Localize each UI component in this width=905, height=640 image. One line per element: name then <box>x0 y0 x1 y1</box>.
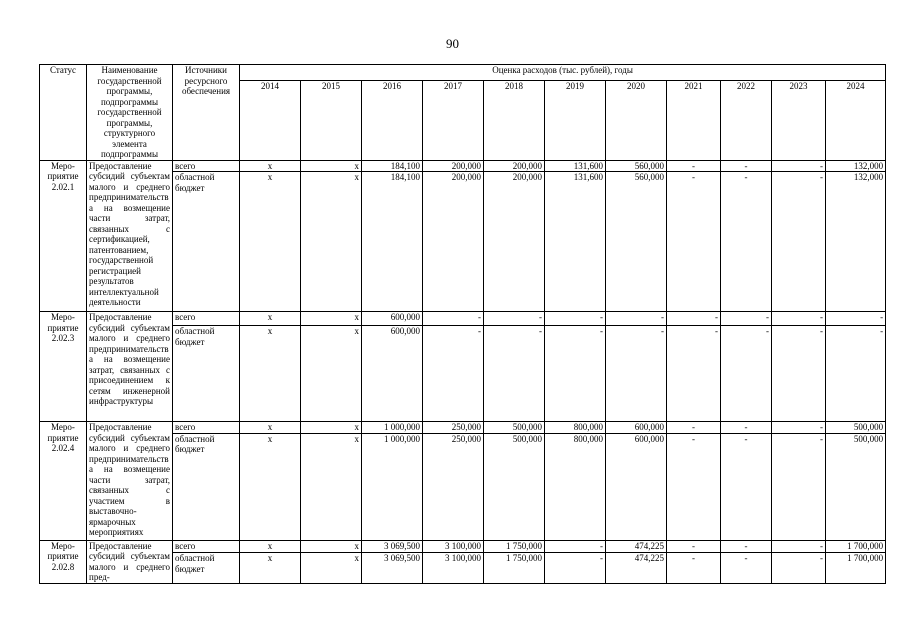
value-cell: - <box>484 326 545 422</box>
header-year: 2019 <box>545 81 606 160</box>
page-number: 90 <box>446 36 459 51</box>
value-cell: - <box>721 160 772 172</box>
value-cell: 600,000 <box>362 326 423 422</box>
value-cell: 1 750,000 <box>484 540 545 553</box>
value-cell: - <box>721 433 772 540</box>
value-cell: - <box>606 312 667 326</box>
source-label: областной бюджет <box>173 326 240 422</box>
value-cell: - <box>772 326 826 422</box>
value-cell: 200,000 <box>484 172 545 312</box>
value-cell: 600,000 <box>606 422 667 434</box>
value-cell: 800,000 <box>545 433 606 540</box>
measure-status: Меро-приятие 2.02.8 <box>40 540 87 583</box>
value-cell: - <box>606 326 667 422</box>
value-cell: - <box>667 540 721 553</box>
measure-status: Меро-приятие 2.02.3 <box>40 312 87 422</box>
measure-status: Меро-приятие 2.02.4 <box>40 422 87 541</box>
header-year: 2014 <box>240 81 301 160</box>
header-status: Статус <box>40 65 87 161</box>
value-cell: - <box>667 553 721 583</box>
value-cell: 500,000 <box>484 422 545 434</box>
value-cell: x <box>301 326 362 422</box>
value-cell: 500,000 <box>484 433 545 540</box>
value-cell: - <box>667 326 721 422</box>
value-cell: - <box>772 172 826 312</box>
value-cell: - <box>772 540 826 553</box>
value-cell: - <box>423 312 484 326</box>
value-cell: - <box>772 553 826 583</box>
source-label: областной бюджет <box>173 553 240 583</box>
value-cell: - <box>667 312 721 326</box>
budget-table <box>39 64 886 584</box>
value-cell: - <box>721 312 772 326</box>
value-cell: x <box>301 553 362 583</box>
table-row <box>40 540 886 553</box>
source-label: областной бюджет <box>173 172 240 312</box>
value-cell: 132,000 <box>826 160 886 172</box>
value-cell: 200,000 <box>423 172 484 312</box>
value-cell: 560,000 <box>606 160 667 172</box>
source-label: всего <box>173 422 240 434</box>
value-cell: 560,000 <box>606 172 667 312</box>
header-year: 2020 <box>606 81 667 160</box>
header-year: 2015 <box>301 81 362 160</box>
value-cell: 1 700,000 <box>826 553 886 583</box>
value-cell: 600,000 <box>606 433 667 540</box>
table-row <box>40 160 886 172</box>
value-cell: - <box>667 172 721 312</box>
value-cell: 1 700,000 <box>826 540 886 553</box>
value-cell: - <box>772 433 826 540</box>
value-cell: 3 069,500 <box>362 553 423 583</box>
value-cell: x <box>240 160 301 172</box>
value-cell: - <box>772 422 826 434</box>
value-cell: 474,225 <box>606 540 667 553</box>
value-cell: x <box>301 422 362 434</box>
measure-name: Предоставление субсидий субъектам малого и среднего пред- <box>87 540 173 583</box>
value-cell: - <box>772 160 826 172</box>
value-cell: x <box>240 422 301 434</box>
value-cell: 1 750,000 <box>484 553 545 583</box>
value-cell: 131,600 <box>545 160 606 172</box>
value-cell: 184,100 <box>362 160 423 172</box>
header-name: Наименование государственной программы, подпрограммы государственной программы, структурного элемента подпрограммы <box>87 65 173 161</box>
value-cell: - <box>545 326 606 422</box>
value-cell: - <box>667 433 721 540</box>
value-cell: x <box>301 172 362 312</box>
header-estimate: Оценка расходов (тыс. рублей), годы <box>240 65 886 81</box>
value-cell: 200,000 <box>423 160 484 172</box>
value-cell: 500,000 <box>826 433 886 540</box>
value-cell: 800,000 <box>545 422 606 434</box>
value-cell: x <box>240 326 301 422</box>
source-label: всего <box>173 312 240 326</box>
value-cell: - <box>721 422 772 434</box>
value-cell: x <box>240 172 301 312</box>
value-cell: x <box>240 433 301 540</box>
header-year: 2016 <box>362 81 423 160</box>
value-cell: x <box>301 160 362 172</box>
value-cell: - <box>721 540 772 553</box>
value-cell: - <box>667 160 721 172</box>
value-cell: - <box>721 553 772 583</box>
value-cell: 184,100 <box>362 172 423 312</box>
value-cell: 250,000 <box>423 422 484 434</box>
header-year: 2022 <box>721 81 772 160</box>
value-cell: 132,000 <box>826 172 886 312</box>
source-label: всего <box>173 540 240 553</box>
measure-name: Предоставление субсидий субъектам малого и среднего предпринимательства на возмещение затрат, связанных с присоединением к сетям инженерной инфраструктуры <box>87 312 173 422</box>
source-label: всего <box>173 160 240 172</box>
value-cell: x <box>301 312 362 326</box>
value-cell: 250,000 <box>423 433 484 540</box>
header-year: 2017 <box>423 81 484 160</box>
value-cell: - <box>545 540 606 553</box>
measure-name: Предоставление субсидий субъектам малого и среднего предпринимательства на возмещение части затрат, связанных с сертификацией, патентованием, государственной регистрацией результатов интеллектуальной деятельности <box>87 160 173 312</box>
value-cell: 500,000 <box>826 422 886 434</box>
source-label: областной бюджет <box>173 433 240 540</box>
header-year: 2018 <box>484 81 545 160</box>
table-row <box>40 422 886 434</box>
value-cell: 131,600 <box>545 172 606 312</box>
value-cell: - <box>721 326 772 422</box>
value-cell: 3 100,000 <box>423 540 484 553</box>
value-cell: 1 000,000 <box>362 422 423 434</box>
table-row <box>40 312 886 326</box>
value-cell: - <box>826 326 886 422</box>
value-cell: x <box>240 540 301 553</box>
value-cell: - <box>484 312 545 326</box>
value-cell: - <box>772 312 826 326</box>
value-cell: - <box>545 312 606 326</box>
value-cell: - <box>667 422 721 434</box>
value-cell: 600,000 <box>362 312 423 326</box>
value-cell: x <box>301 540 362 553</box>
header-year: 2023 <box>772 81 826 160</box>
value-cell: x <box>301 433 362 540</box>
header-sources: Источники ресурсного обеспечения <box>173 65 240 161</box>
value-cell: - <box>423 326 484 422</box>
header-row-top <box>40 65 886 81</box>
value-cell: 1 000,000 <box>362 433 423 540</box>
value-cell: - <box>826 312 886 326</box>
value-cell: 474,225 <box>606 553 667 583</box>
value-cell: 200,000 <box>484 160 545 172</box>
value-cell: 3 100,000 <box>423 553 484 583</box>
value-cell: 3 069,500 <box>362 540 423 553</box>
value-cell: x <box>240 312 301 326</box>
header-year: 2021 <box>667 81 721 160</box>
measure-status: Меро-приятие 2.02.1 <box>40 160 87 312</box>
header-year: 2024 <box>826 81 886 160</box>
measure-name: Предоставление субсидий субъектам малого и среднего предпринимательства на возмещение части затрат, связанных с участием в выставочно-ярмарочных мероприятиях <box>87 422 173 541</box>
value-cell: - <box>721 172 772 312</box>
value-cell: x <box>240 553 301 583</box>
value-cell: - <box>545 553 606 583</box>
